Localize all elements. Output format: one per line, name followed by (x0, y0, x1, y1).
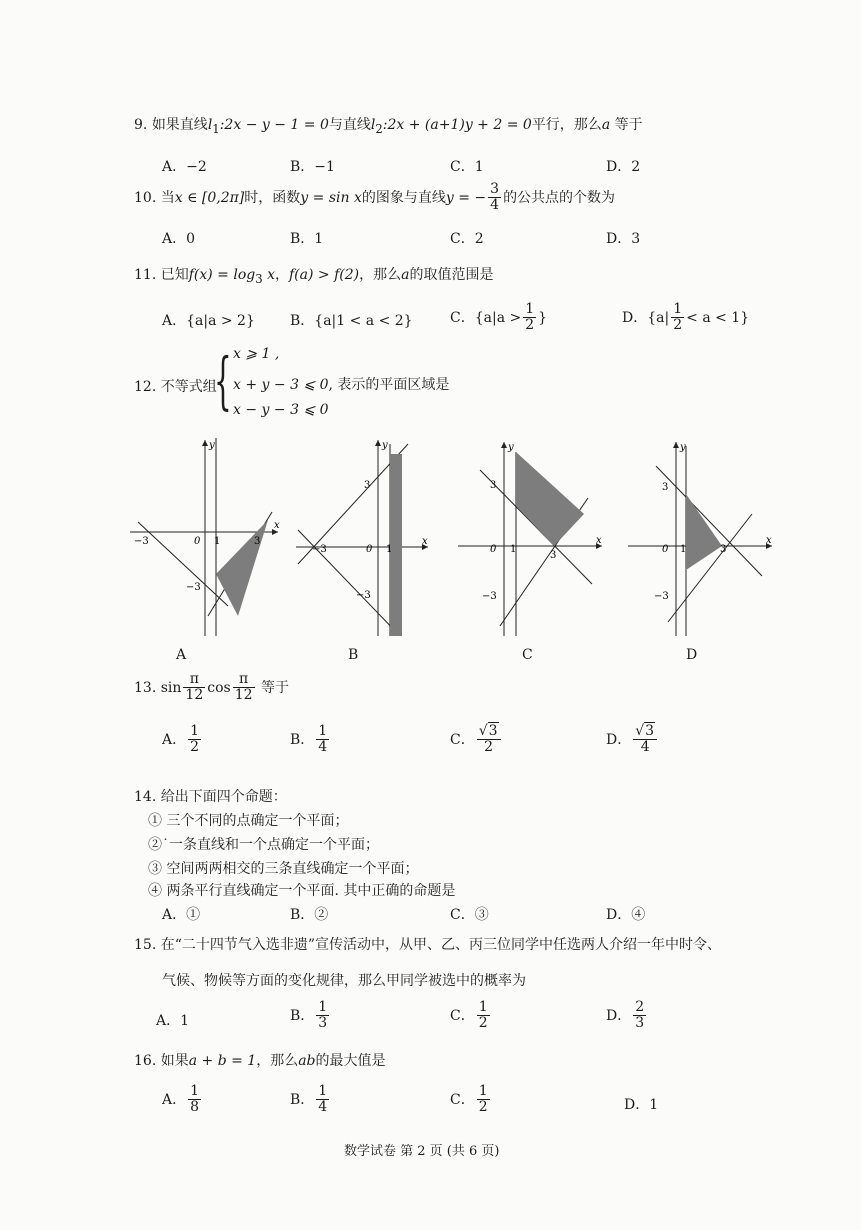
svg-text:3: 3 (254, 536, 261, 547)
inequality-2: x + y − 3 ⩽ 0, 表示的平面区域是 (233, 377, 450, 393)
q15-option-b: B． $\frac{1}{3}$ (290, 999, 328, 1032)
q14-statement-2: ②˙一条直线和一个点确定一个平面； (148, 837, 379, 853)
svg-text:−3: −3 (312, 544, 327, 555)
q9-option-b: B．−1 (290, 159, 335, 175)
graph-c (456, 436, 606, 636)
graph-c-shaded-region (516, 452, 584, 546)
question-13-stem: 13. sin $\frac{\pi}{12}$ cos $\frac{\pi}{12}$ 等于 (134, 671, 289, 704)
graph-b (296, 436, 432, 636)
svg-text:−3: −3 (482, 591, 497, 602)
svg-text:1: 1 (214, 536, 221, 547)
question-15-stem-line2: 气候、物候等方面的变化规律，那么甲同学被选中的概率为 (162, 973, 526, 989)
graph-a-line-1 (138, 522, 228, 606)
q13-option-b: B． $\frac{1}{4}$ (290, 723, 328, 756)
q10-option-c: C．2 (450, 231, 484, 247)
inequality-3: x − y − 3 ⩽ 0 (233, 402, 329, 418)
graph-label-a: A (176, 647, 187, 663)
q9-option-c: C．1 (450, 159, 484, 175)
q14-statement-3: ③ 空间两两相交的三条直线确定一个平面； (148, 861, 419, 877)
q14-option-d: D．④ (606, 907, 646, 923)
q13-option-c: C． $\frac{√3}{2}$ (450, 724, 503, 756)
svg-text:3: 3 (364, 480, 371, 491)
q15-option-a: A．1 (156, 1013, 190, 1029)
q16-option-c: C． $\frac{1}{2}$ (450, 1083, 488, 1116)
graph-label-b: B (348, 647, 359, 663)
question-14-stem: 14. 给出下面四个命题： (134, 789, 287, 805)
page-footer: 数学试卷 第 2 页 (共 6 页) (344, 1144, 500, 1159)
q10-option-b: B．1 (290, 231, 324, 247)
q10-option-a: A．0 (162, 231, 196, 247)
q15-option-c: C． $\frac{1}{2}$ (450, 999, 488, 1032)
svg-text:y: y (508, 442, 514, 453)
graph-d (626, 436, 776, 636)
question-16-stem: 16. 如果a + b = 1，那么ab的最大值是 (134, 1053, 386, 1069)
q16-option-b: B． $\frac{1}{4}$ (290, 1083, 328, 1116)
q13-option-a: A． $\frac{1}{2}$ (162, 723, 200, 756)
svg-text:3: 3 (490, 480, 497, 491)
q11-option-a: A．{a|a > 2} (162, 313, 255, 329)
svg-text:0: 0 (194, 536, 201, 547)
question-15-stem-line1: 15. 在“二十四节气入选非遗”宣传活动中，从甲、乙、丙三位同学中任选两人介绍一年中时令、 (134, 937, 722, 953)
q11-option-b: B．{a|1 < a < 2} (290, 313, 413, 329)
graph-label-d: D (686, 647, 698, 663)
brace-symbol: { (214, 344, 232, 417)
q11-option-d: D．{a| $\frac{1}{2}$ < a < 1} (622, 301, 750, 334)
question-11-stem: 11. 已知$f(x) = \log_3 x$，f(a) > f(2)，那么a的取值范围是 (134, 267, 494, 286)
q14-option-b: B．② (290, 907, 329, 923)
svg-text:0: 0 (366, 544, 373, 555)
svg-text:1: 1 (680, 544, 687, 555)
svg-text:x: x (766, 535, 772, 546)
svg-text:1: 1 (510, 544, 517, 555)
q14-option-a: A．① (162, 907, 201, 923)
q15-option-d: D． $\frac{2}{3}$ (606, 999, 645, 1032)
svg-text:0: 0 (662, 544, 669, 555)
q14-statement-4: ④ 两条平行直线确定一个平面. 其中正确的命题是 (148, 883, 456, 899)
svg-text:−3: −3 (654, 591, 669, 602)
question-9-stem: 9. 如果直线$l_1:2x - y - 1 = 0$与直线$l_2:2x + (a+1)y + 2 = 0$平行，那么a 等于 (134, 117, 643, 136)
q16-option-d: D．1 (624, 1097, 659, 1113)
question-10-stem: 10. 当x ∈ [0,2π]时，函数y = sin x的图象与直线y = − $\frac{3}{4}$ 的公共点的个数为 (134, 181, 616, 214)
q13-option-d: D． $\frac{√3}{4}$ (606, 724, 659, 756)
svg-text:−3: −3 (356, 590, 371, 601)
svg-text:3: 3 (550, 550, 557, 561)
svg-text:y: y (209, 440, 215, 451)
q10-option-d: D．3 (606, 231, 641, 247)
question-12-stem: 12. 不等式组 (134, 379, 217, 395)
svg-text:x: x (274, 520, 280, 531)
graph-d-shaded-region (686, 494, 722, 570)
q14-statement-1: ① 三个不同的点确定一个平面； (148, 813, 349, 829)
q16-option-a: A． $\frac{1}{8}$ (162, 1083, 200, 1116)
svg-text:−3: −3 (186, 582, 201, 593)
svg-text:3: 3 (662, 482, 669, 493)
svg-text:3: 3 (720, 544, 727, 555)
graph-a (130, 436, 282, 636)
svg-text:x: x (422, 536, 428, 547)
q10-fraction: $\frac{3}{4}$ (490, 181, 500, 214)
svg-text:y: y (680, 442, 686, 453)
graph-label-c: C (522, 647, 533, 663)
q9-option-d: D．2 (606, 159, 641, 175)
svg-text:y: y (382, 440, 388, 451)
q11-option-c: C．{a|a > $\frac{1}{2}$ } (450, 301, 548, 334)
q9-option-a: A．−2 (162, 159, 207, 175)
svg-text:0: 0 (490, 544, 497, 555)
q14-option-c: C．③ (450, 907, 489, 923)
inequality-1: x ⩾ 1 , (233, 346, 280, 362)
svg-text:−3: −3 (134, 536, 149, 547)
svg-text:x: x (596, 535, 602, 546)
svg-text:1: 1 (386, 544, 393, 555)
